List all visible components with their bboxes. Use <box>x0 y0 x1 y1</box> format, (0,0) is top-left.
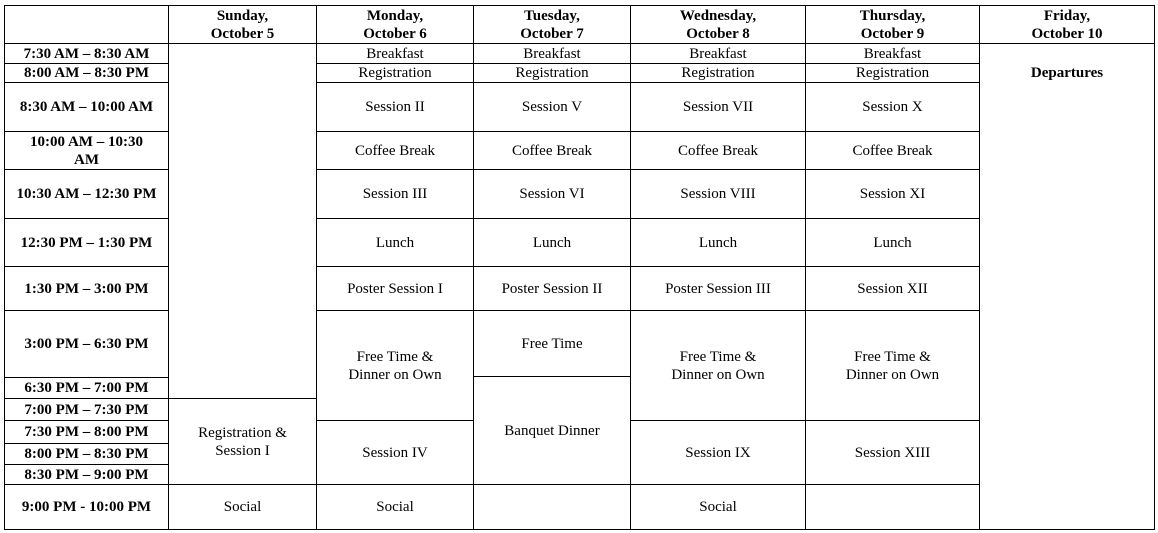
thursday-free-time: Free Time & Dinner on Own <box>845 348 940 383</box>
wednesday-session-vii: Session VII <box>682 99 754 115</box>
wednesday-social: Social <box>699 499 737 515</box>
header-monday: Monday, October 6 <box>363 7 427 42</box>
tuesday-session-v: Session V <box>521 99 583 115</box>
time-slot: 7:00 PM – 7:30 PM <box>24 401 149 418</box>
time-slot: 7:30 AM – 8:30 AM <box>23 45 150 62</box>
wednesday-registration: Registration <box>681 65 755 81</box>
monday-social: Social <box>376 499 414 515</box>
time-slot: 9:00 PM - 10:00 PM <box>21 499 152 515</box>
monday-free-time: Free Time & Dinner on Own <box>348 348 442 383</box>
time-slot: 10:30 AM – 12:30 PM <box>16 186 157 202</box>
header-sunday: Sunday, October 5 <box>210 7 275 42</box>
monday-registration: Registration <box>358 65 432 81</box>
friday-departures: Departures <box>1030 65 1104 81</box>
wednesday-free-time: Free Time & Dinner on Own <box>671 348 765 383</box>
tuesday-registration: Registration <box>515 65 589 81</box>
sunday-social: Social <box>223 499 262 515</box>
sunday-registration-session: Registration & Session I <box>198 424 287 459</box>
tuesday-lunch: Lunch <box>532 234 572 251</box>
thursday-session-xiii: Session XIII <box>854 444 931 461</box>
header-friday: Friday, October 10 <box>1031 7 1103 42</box>
monday-session-iv: Session IV <box>362 444 428 461</box>
grid-line <box>1154 5 1155 530</box>
tuesday-breakfast: Breakfast <box>523 45 581 62</box>
thursday-session-xi: Session XI <box>859 186 926 202</box>
tuesday-poster-session: Poster Session II <box>501 280 603 297</box>
time-slot: 1:30 PM – 3:00 PM <box>24 280 149 297</box>
monday-session-iii: Session III <box>362 186 428 202</box>
thursday-session-x: Session X <box>862 99 923 115</box>
thursday-empty-cell <box>806 485 979 529</box>
tuesday-session-vi: Session VI <box>519 186 585 202</box>
monday-coffee-break: Coffee Break <box>354 142 436 159</box>
tuesday-free-time: Free Time <box>521 335 583 352</box>
thursday-breakfast: Breakfast <box>863 45 922 62</box>
time-slot: 3:00 PM – 6:30 PM <box>24 336 149 352</box>
grid-line <box>4 529 1155 530</box>
time-slot: 8:30 AM – 10:00 AM <box>19 99 154 115</box>
thursday-lunch: Lunch <box>873 234 912 251</box>
thursday-session-xii: Session XII <box>857 280 928 297</box>
wednesday-poster-session: Poster Session III <box>665 280 771 297</box>
header-wednesday: Wednesday, October 8 <box>679 7 757 42</box>
wednesday-breakfast: Breakfast <box>689 45 747 62</box>
wednesday-session-viii: Session VIII <box>680 186 756 202</box>
time-slot: 8:00 AM – 8:30 PM <box>24 65 149 81</box>
monday-session-ii: Session II <box>365 99 425 115</box>
wednesday-lunch: Lunch <box>698 234 738 251</box>
header-thursday: Thursday, October 9 <box>859 7 926 42</box>
thursday-coffee-break: Coffee Break <box>852 142 933 159</box>
thursday-registration: Registration <box>855 65 930 81</box>
tuesday-coffee-break: Coffee Break <box>511 142 593 159</box>
monday-poster-session: Poster Session I <box>347 280 443 297</box>
time-slot: 8:30 PM – 9:00 PM <box>24 466 149 483</box>
time-slot: 7:30 PM – 8:00 PM <box>24 424 149 440</box>
time-slot: 6:30 PM – 7:00 PM <box>24 380 149 396</box>
tuesday-banquet-dinner: Banquet Dinner <box>504 422 600 439</box>
time-slot: 12:30 PM – 1:30 PM <box>20 234 153 251</box>
header-tuesday: Tuesday, October 7 <box>520 7 584 42</box>
tuesday-empty-cell <box>474 485 630 529</box>
monday-breakfast: Breakfast <box>366 45 424 62</box>
time-slot: 10:00 AM – 10:30 AM <box>30 133 143 168</box>
wednesday-coffee-break: Coffee Break <box>677 142 759 159</box>
monday-lunch: Lunch <box>375 234 415 251</box>
wednesday-session-ix: Session IX <box>685 444 751 461</box>
time-slot: 8:00 PM – 8:30 PM <box>24 446 149 462</box>
